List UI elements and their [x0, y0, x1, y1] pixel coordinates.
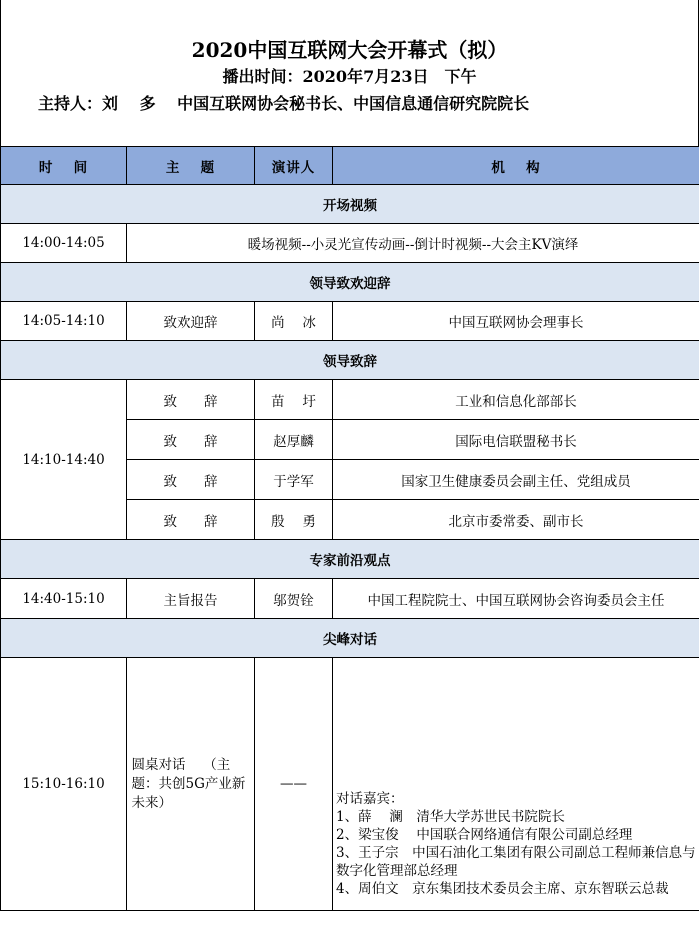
org-cell: 中国互联网协会理事长 [333, 302, 699, 341]
speaker-cell: 苗 圩 [255, 380, 333, 420]
speaker-cell: 邬贺铨 [255, 579, 333, 619]
speaker-cell: 赵厚麟 [255, 420, 333, 460]
topic-cell [127, 658, 255, 911]
section-title-expert: 专家前沿观点 [1, 540, 699, 579]
section-title-welcome: 领导致欢迎辞 [1, 263, 699, 302]
dialogue-guests-cell [333, 658, 699, 911]
speaker-cell: 殷 勇 [255, 500, 333, 540]
col-header-org: 机 构 [333, 147, 699, 185]
section-title-opening-video: 开场视频 [1, 185, 699, 224]
dialogue-guest-list [336, 790, 699, 910]
list-item: 3、王子宗 中国石油化工集团有限公司副总工程师兼信息与数字化管理部总经理 [336, 845, 696, 879]
time-cell: 14:40-15:10 [1, 579, 127, 619]
col-header-topic: 主 题 [127, 147, 255, 185]
topic-cell: 致 辞 [127, 420, 255, 460]
topic-cell: 致 辞 [127, 500, 255, 540]
agenda-header [0, 0, 699, 146]
list-item: 4、周伯文 京东集团技术委员会主席、京东智联云总裁 [336, 881, 669, 897]
org-cell: 北京市委常委、副市长 [333, 500, 699, 540]
speaker-cell: 尚 冰 [255, 302, 333, 341]
section-title-dialogue: 尖峰对话 [1, 619, 699, 658]
dialogue-guests-label: 对话嘉宾： [336, 791, 404, 807]
time-cell: 15:10-16:10 [1, 658, 127, 911]
col-header-time: 时 间 [1, 147, 127, 185]
table-row [1, 380, 699, 420]
table-header-row [1, 147, 699, 185]
speaker-cell: —— [255, 658, 333, 911]
col-header-speaker: 演讲人 [255, 147, 333, 185]
section-row [1, 540, 699, 579]
time-cell: 14:00-14:05 [1, 224, 127, 263]
video-content-cell: 暖场视频--小灵光宣传动画--倒计时视频--大会主KV演绎 [127, 224, 699, 263]
org-cell: 中国工程院院士、中国互联网协会咨询委员会主任 [333, 579, 699, 619]
table-row [1, 579, 699, 619]
topic-cell: 致 辞 [127, 380, 255, 420]
topic-cell: 主旨报告 [127, 579, 255, 619]
section-row [1, 185, 699, 224]
speaker-cell: 于学军 [255, 460, 333, 500]
broadcast-time: 播出时间：2020年7月23日 下午 [222, 67, 477, 86]
topic-cell: 致欢迎辞 [127, 302, 255, 341]
section-row [1, 263, 699, 302]
schedule-table [0, 146, 699, 911]
time-cell: 14:10-14:40 [1, 380, 127, 540]
table-row [1, 224, 699, 263]
list-item: 2、梁宝俊 中国联合网络通信有限公司副总经理 [336, 827, 633, 843]
time-cell: 14:05-14:10 [1, 302, 127, 341]
host-line: 主持人：刘 多 中国互联网协会秘书长、中国信息通信研究院院长 [38, 94, 530, 113]
section-row [1, 341, 699, 380]
topic-cell: 致 辞 [127, 460, 255, 500]
section-title-speeches: 领导致辞 [1, 341, 699, 380]
table-row [1, 658, 699, 911]
table-row [1, 302, 699, 341]
list-item: 1、薛 澜 清华大学苏世民书院院长 [336, 809, 565, 825]
section-row [1, 619, 699, 658]
org-cell: 国家卫生健康委员会副主任、党组成员 [333, 460, 699, 500]
org-cell: 工业和信息化部部长 [333, 380, 699, 420]
org-cell: 国际电信联盟秘书长 [333, 420, 699, 460]
page-title: 2020中国互联网大会开幕式（拟） [191, 38, 508, 62]
roundtable-topic: 圆桌对话 （主题：共创5G产业新未来） [131, 756, 246, 811]
